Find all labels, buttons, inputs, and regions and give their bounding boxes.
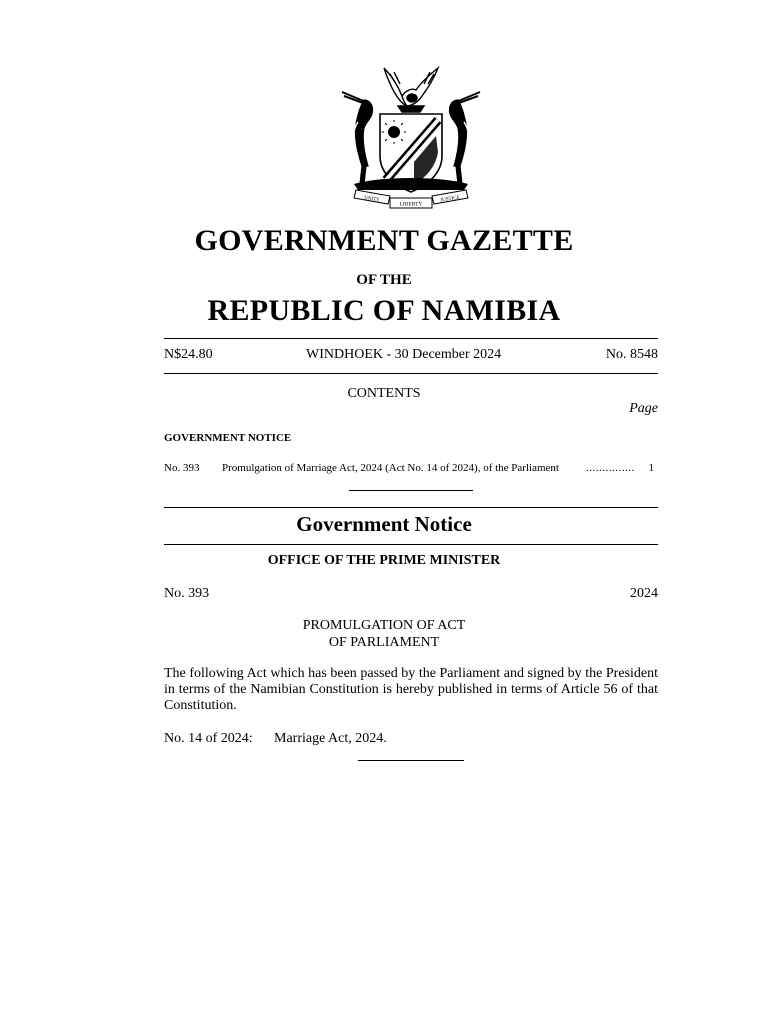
oryx-right-icon	[449, 92, 480, 184]
oryx-left-icon	[342, 92, 373, 184]
notice-heading-line-2: OF PARLIAMENT	[328, 635, 440, 650]
contents-entry-description: Promulgation of Marriage Act, 2024 (Act No. 14 of 2024), of the Parliament	[222, 462, 559, 474]
notice-year: 2024	[630, 586, 658, 601]
notice-divider-top	[164, 507, 658, 508]
contents-page-label: Page	[629, 401, 658, 416]
issue-number: No. 8548	[605, 347, 658, 362]
notice-office: OFFICE OF THE PRIME MINISTER	[267, 553, 501, 568]
contents-heading: CONTENTS	[347, 386, 421, 401]
header-divider-top	[164, 338, 658, 339]
issue-place-date: WINDHOEK - 30 December 2024	[306, 347, 502, 362]
motto-justice: JUSTICE	[440, 195, 461, 204]
header-divider-bottom	[164, 373, 658, 374]
gazette-republic-title: REPUBLIC OF NAMIBIA	[207, 294, 561, 327]
issue-price: N$24.80	[164, 347, 213, 362]
issue-info-row	[164, 347, 658, 363]
gazette-title: GOVERNMENT GAZETTE	[194, 224, 574, 257]
notice-number-row	[164, 586, 658, 602]
motto-liberty: LIBERTY	[399, 201, 423, 208]
notice-number: No. 393	[164, 586, 210, 601]
contents-section-heading: GOVERNMENT NOTICE	[164, 432, 292, 444]
fish-eagle-icon	[384, 68, 438, 112]
coat-of-arms-emblem	[340, 62, 482, 212]
notice-heading-line-1: PROMULGATION OF ACT	[302, 618, 466, 633]
notice-title: Government Notice	[296, 512, 472, 536]
dune-base-icon	[354, 178, 468, 190]
act-name: Marriage Act, 2024.	[274, 731, 387, 746]
act-reference-row	[164, 731, 387, 747]
act-number: No. 14 of 2024:	[164, 731, 253, 746]
contents-entry-page: 1	[648, 462, 654, 474]
motto-unity: UNITY	[363, 195, 380, 204]
notice-divider-bottom	[164, 544, 658, 545]
notice-end-divider	[358, 760, 464, 761]
contents-entry-leader: ...............	[586, 462, 635, 474]
notice-heading	[0, 617, 768, 651]
gazette-subtitle-of-the: OF THE	[356, 272, 412, 288]
contents-end-divider	[349, 490, 473, 491]
contents-entry-number: No. 393	[164, 462, 200, 474]
notice-body: The following Act which has been passed by the Parliament and signed by the President in terms of the Namibian Constitution is hereby published in terms of Article 56 of that Constitution.	[164, 666, 658, 713]
